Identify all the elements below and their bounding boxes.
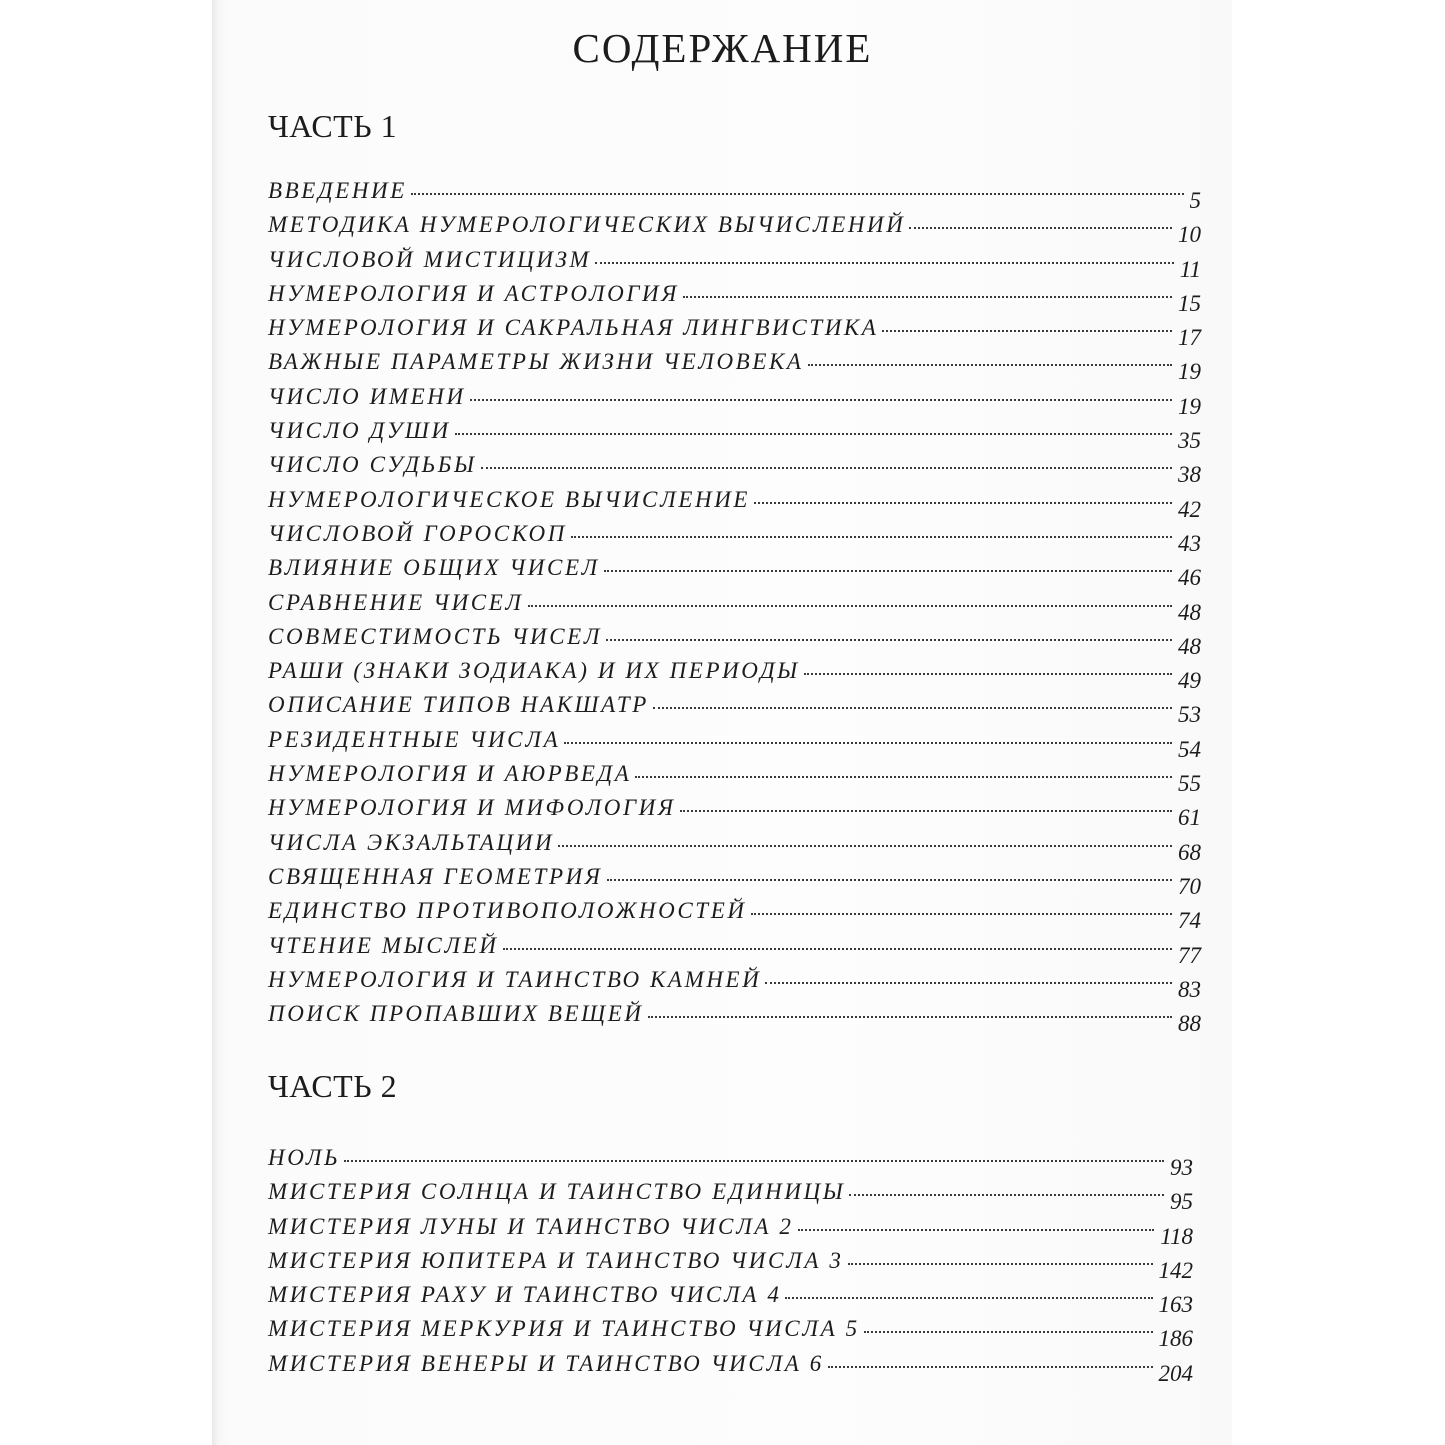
toc-entry xyxy=(268,384,1201,418)
toc-entry-title: СОВМЕСТИМОСТЬ ЧИСЕЛ xyxy=(268,623,602,649)
dot-leader xyxy=(455,433,1172,435)
page-gutter-shadow xyxy=(212,0,218,1445)
toc-entry xyxy=(268,1001,1201,1035)
toc-entry-page-number: 42 xyxy=(1178,496,1201,522)
toc-entry-title: ВАЖНЫЕ ПАРАМЕТРЫ ЖИЗНИ ЧЕЛОВЕКА xyxy=(268,349,804,375)
toc-entry-title: НУМЕРОЛОГИЯ И МИФОЛОГИЯ xyxy=(268,795,676,821)
toc-entry-page-number: 118 xyxy=(1160,1223,1193,1249)
toc-entry xyxy=(268,1248,1193,1282)
toc-entry-title: НОЛЬ xyxy=(268,1145,341,1170)
toc-entry-title: МИСТЕРИЯ ЮПИТЕРА И ТАИНСТВО ЧИСЛА 3 xyxy=(268,1247,844,1273)
toc-entry xyxy=(268,864,1201,898)
toc-entry-title: РАШИ (ЗНАКИ ЗОДИАКА) И ИХ ПЕРИОДЫ xyxy=(268,658,800,684)
toc-entry-page-number: 70 xyxy=(1178,873,1201,899)
toc-entry xyxy=(268,178,1201,212)
toc-entry xyxy=(268,1214,1193,1248)
toc-entry xyxy=(268,898,1201,932)
toc-entry-page-number: 93 xyxy=(1170,1155,1193,1180)
dot-leader xyxy=(765,982,1172,984)
toc-entry-page-number: 68 xyxy=(1178,839,1201,865)
toc-entry-page-number: 83 xyxy=(1178,976,1201,1002)
toc-entry-title: ЧИСЛА ЭКЗАЛЬТАЦИИ xyxy=(268,829,555,855)
toc-entry-page-number: 77 xyxy=(1178,942,1201,968)
dot-leader xyxy=(798,1229,1155,1231)
toc-entry xyxy=(268,1145,1193,1179)
toc-entry-title: ЧИСЛОВОЙ ГОРОСКОП xyxy=(268,520,567,546)
toc-entry xyxy=(268,624,1201,658)
toc-entry-page-number: 11 xyxy=(1179,256,1201,282)
dot-leader xyxy=(558,845,1172,847)
toc-entry-title: МИСТЕРИЯ ВЕНЕРЫ И ТАИНСТВО ЧИСЛА 6 xyxy=(268,1350,824,1376)
toc-entry-title: НУМЕРОЛОГИЯ И САКРАЛЬНАЯ ЛИНГВИСТИКА xyxy=(268,315,879,341)
toc-entry-title: ЕДИНСТВО ПРОТИВОПОЛОЖНОСТЕЙ xyxy=(268,898,747,924)
toc-entry-title: ЧИСЛО ИМЕНИ xyxy=(268,383,466,409)
toc-entry-title: МЕТОДИКА НУМЕРОЛОГИЧЕСКИХ ВЫЧИСЛЕНИЙ xyxy=(268,212,906,238)
toc-entry xyxy=(268,727,1201,761)
toc-entry xyxy=(268,967,1201,1001)
toc-entry xyxy=(268,795,1201,829)
dot-leader xyxy=(528,605,1172,607)
toc-entry-title: СВЯЩЕННАЯ ГЕОМЕТРИЯ xyxy=(268,863,603,889)
dot-leader xyxy=(503,948,1172,950)
dot-leader xyxy=(754,502,1172,504)
toc-entry-title: ВЛИЯНИЕ ОБЩИХ ЧИСЕЛ xyxy=(268,555,600,581)
toc-entry-page-number: 186 xyxy=(1158,1326,1193,1352)
toc-entry-title: НУМЕРОЛОГИЯ И ТАИНСТВО КАМНЕЙ xyxy=(268,966,762,992)
part-1-heading: ЧАСТЬ 1 xyxy=(268,108,398,144)
dot-leader xyxy=(470,399,1172,401)
toc-entry-page-number: 43 xyxy=(1178,530,1201,556)
dot-leader xyxy=(849,1194,1164,1196)
dot-leader xyxy=(785,1297,1152,1299)
toc-entry-page-number: 54 xyxy=(1178,736,1201,762)
toc-entry-page-number: 48 xyxy=(1178,599,1201,625)
toc-entry-page-number: 61 xyxy=(1178,805,1201,831)
toc-entry-title: ПОИСК ПРОПАВШИХ ВЕЩЕЙ xyxy=(268,1001,644,1027)
dot-leader xyxy=(680,810,1172,812)
toc-entry-page-number: 48 xyxy=(1178,633,1201,659)
toc-entry-title: МИСТЕРИЯ РАХУ И ТАИНСТВО ЧИСЛА 4 xyxy=(268,1282,782,1308)
toc-entry xyxy=(268,933,1201,967)
toc-entry-title: ВВЕДЕНИЕ xyxy=(268,178,407,203)
toc-entry-title: СРАВНЕНИЕ ЧИСЕЛ xyxy=(268,589,524,615)
dot-leader xyxy=(607,879,1172,881)
toc-entry-page-number: 142 xyxy=(1158,1257,1193,1283)
toc-entry-title: ЧИСЛОВОЙ МИСТИЦИЗМ xyxy=(268,246,592,272)
toc-entry-title: ЧИСЛО СУДЬБЫ xyxy=(268,452,477,478)
toc-entry-title: НУМЕРОЛОГИЧЕСКОЕ ВЫЧИСЛЕНИЕ xyxy=(268,486,751,512)
dot-leader xyxy=(635,776,1172,778)
toc-entry-title: РЕЗИДЕНТНЫЕ ЧИСЛА xyxy=(268,726,561,752)
toc-entry xyxy=(268,349,1201,383)
toc-entry-page-number: 19 xyxy=(1178,393,1201,419)
toc-entry-page-number: 95 xyxy=(1170,1189,1193,1215)
dot-leader xyxy=(604,570,1172,572)
toc-entry xyxy=(268,418,1201,452)
toc-entry xyxy=(268,212,1201,246)
toc-entry-page-number: 15 xyxy=(1178,290,1201,316)
dot-leader xyxy=(648,1016,1172,1018)
toc-entry-page-number: 5 xyxy=(1189,188,1201,213)
toc-entry-page-number: 35 xyxy=(1178,428,1201,454)
dot-leader xyxy=(804,673,1172,675)
toc-entry-page-number: 204 xyxy=(1158,1360,1193,1386)
toc-entry xyxy=(268,555,1201,589)
dot-leader xyxy=(751,913,1172,915)
toc-entry-title: НУМЕРОЛОГИЯ И АСТРОЛОГИЯ xyxy=(268,280,679,306)
dot-leader xyxy=(344,1160,1164,1162)
dot-leader xyxy=(864,1331,1153,1333)
toc-entry xyxy=(268,1179,1193,1213)
toc-entry-page-number: 19 xyxy=(1178,359,1201,385)
toc-entry-page-number: 17 xyxy=(1178,325,1201,351)
dot-leader xyxy=(595,262,1173,264)
page-title: СОДЕРЖАНИЕ xyxy=(572,25,873,71)
toc-entry-title: МИСТЕРИЯ ЛУНЫ И ТАИНСТВО ЧИСЛА 2 xyxy=(268,1213,794,1239)
dot-leader xyxy=(606,639,1172,641)
toc-entry-page-number: 88 xyxy=(1178,1011,1201,1037)
dot-leader xyxy=(653,707,1172,709)
dot-leader xyxy=(909,227,1172,229)
toc-entry-page-number: 74 xyxy=(1178,908,1201,934)
dot-leader xyxy=(481,467,1172,469)
toc-entry xyxy=(268,830,1201,864)
toc-entry-page-number: 163 xyxy=(1158,1292,1193,1318)
dot-leader xyxy=(683,296,1172,298)
toc-entry xyxy=(268,692,1201,726)
toc-entry xyxy=(268,315,1201,349)
dot-leader xyxy=(848,1263,1153,1265)
dot-leader xyxy=(571,536,1172,538)
toc-entry xyxy=(268,1316,1193,1350)
toc-entry xyxy=(268,281,1201,315)
part-2-toc-list xyxy=(268,1145,1193,1385)
toc-entry-title: ЧТЕНИЕ МЫСЛЕЙ xyxy=(268,932,499,958)
toc-entry xyxy=(268,658,1201,692)
dot-leader xyxy=(808,364,1173,366)
toc-entry-page-number: 46 xyxy=(1178,565,1201,591)
toc-entry xyxy=(268,1351,1193,1385)
toc-entry-page-number: 55 xyxy=(1178,771,1201,797)
toc-entry-title: МИСТЕРИЯ СОЛНЦА И ТАИНСТВО ЕДИНИЦЫ xyxy=(268,1179,846,1205)
dot-leader xyxy=(411,193,1184,195)
toc-entry-title: ОПИСАНИЕ ТИПОВ НАКШАТР xyxy=(268,692,649,718)
toc-entry-title: ЧИСЛО ДУШИ xyxy=(268,418,451,444)
toc-entry xyxy=(268,590,1201,624)
toc-entry-title: НУМЕРОЛОГИЯ И АЮРВЕДА xyxy=(268,761,632,787)
dot-leader xyxy=(828,1366,1153,1368)
toc-entry xyxy=(268,521,1201,555)
toc-entry-page-number: 49 xyxy=(1178,668,1201,694)
toc-entry-title: МИСТЕРИЯ МЕРКУРИЯ И ТАИНСТВО ЧИСЛА 5 xyxy=(268,1316,860,1342)
dot-leader xyxy=(564,742,1172,744)
toc-entry xyxy=(268,247,1201,281)
part-2-heading: ЧАСТЬ 2 xyxy=(268,1068,398,1104)
toc-entry xyxy=(268,487,1201,521)
dot-leader xyxy=(882,330,1172,332)
toc-entry-page-number: 38 xyxy=(1178,462,1201,488)
toc-entry xyxy=(268,761,1201,795)
toc-entry-page-number: 10 xyxy=(1178,222,1201,248)
toc-entry xyxy=(268,452,1201,486)
toc-entry-page-number: 53 xyxy=(1178,702,1201,728)
toc-entry xyxy=(268,1282,1193,1316)
part-1-toc-list xyxy=(268,178,1201,1035)
